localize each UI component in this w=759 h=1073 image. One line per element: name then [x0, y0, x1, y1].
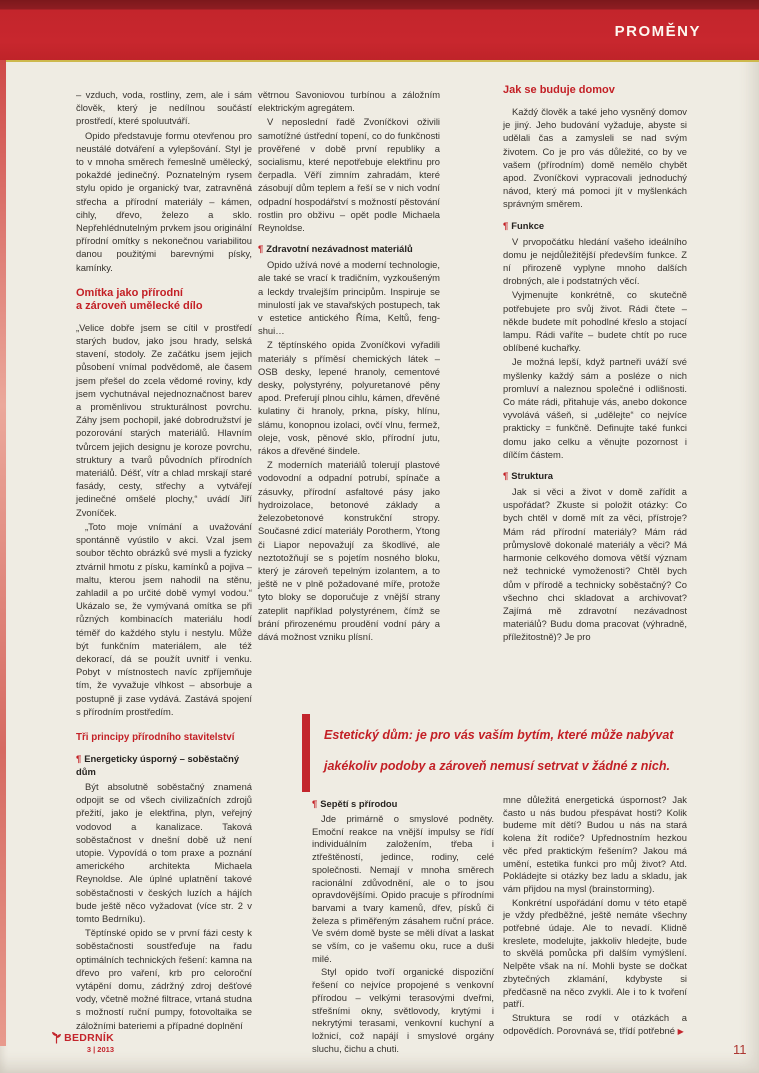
paragraph: Opido představuje formu otevřenou pro neustálé dotváření a vylepšování. Styl je to v mnoha směrech řemeslně umělecký, pokaždé jedinečný. Poznatelným rysem stylu opido je organický tvar, zatravněná střecha a přírodní materiály – kámen, cihly, dřevo, železo a sklo. Nepřehlédnutelným prvkem jsou originální přírodní omítky s nekonečnou variabilitou danou použitými barevnými písky, kamínky. — [76, 129, 252, 273]
pilcrow-icon: ¶ — [258, 244, 264, 256]
heading-omitka — [76, 287, 252, 313]
magazine-issue: 3 | 2013 — [86, 1045, 114, 1054]
paragraph: V neposlední řadě Zvoníčkovi oživili samotížné ústřední topení, co do funkčnosti prověřené v době první republiky a socialismu, které nepotřebuje elektřinu pro čerpadla. Věří zimním zahradám, které zásobují dům teplem a řeší se v nich vodní odpadní hospodářství s možností pěstování rostlin pro obživu – opět podle Michaela Reynoldse. — [258, 116, 440, 234]
heading-line: a zároveň umělecké dílo — [76, 299, 203, 312]
pull-quote — [302, 714, 714, 794]
paragraph — [503, 1012, 687, 1038]
heading-tri-principy: Tři principy přírodního stavitelství — [76, 731, 235, 743]
paragraph: Jde primárně o smyslové podněty. Emoční reakce na vnější impulsy se řídí individuálním založením, třeba i ztřeštěností, jedince, rodiny, celé společnosti. Nemají v mnoha směrech racionální zdůvodnění, ale o to jsou opravdovějšími. Opido pracuje s přírodními barvami a tvary kamenů, dřev, písků či železa s přiměřeným zásahem ruční práce. Ve svém domě byste se měli dívat a laskat se vším, co je vašemu oku, ruce a duši milé. — [312, 813, 494, 964]
magazine-name: BEDRNÍK — [64, 1031, 114, 1044]
quote-line: jakékoliv podoby a zároveň nemusí setrvat v žádné z nich. — [324, 759, 670, 773]
paragraph: Vyjmenujte konkrétně, co skutečně potřebujete pro svůj život. Rádi čtete – někde budete mít pohodlné křeslo a stojací lampu. Rádi vaříte – budete chtít po ruce oblíbené kuchařky. — [503, 289, 687, 354]
paragraph: V prvopočátku hledání vašeho ideálního domu je nejdůležitější především funkce. Z ní přirozeně vyplyne mnoho dalších drobných, ale i podstatných věcí. — [503, 235, 687, 287]
paragraph: Opido užívá nové a moderní technologie, ale také se vrací k tradičním, vyzkoušeným a leckdy trvalejším principům. Inspiruje se minulostí jak ve stavařských postupech, tak v estetice antického Říma, Keltů, feng-shui… — [258, 259, 440, 337]
paragraph: Těptínské opido se v první fázi cesty k soběstačnosti soustřeďuje na řadu optimálních technických řešení: kamna na dřevo pro vaření, krb pro celoroční vytápění domu, zádržný zdroj dešťové vody, včetně možné filtrace, vrtaná studna s možností ruční pumpy, fotovoltaika se záložními bateriemi a případné doplnění — [76, 927, 252, 1031]
heading-line: Omítka jako přírodní — [76, 286, 183, 299]
paragraph-text: Struktura se rodí v otázkách a odpovědích. Porovnává se, třídí potřebné — [503, 1011, 687, 1036]
pilcrow-icon: ¶ — [312, 799, 318, 810]
subheading-label: Struktura — [511, 470, 553, 482]
pull-quote-text — [324, 720, 712, 782]
magazine-logo — [28, 1031, 114, 1054]
section-label: PROMĚNY — [614, 23, 701, 40]
magazine-logo-row — [28, 1031, 114, 1044]
bedrnik-leaf-icon — [51, 1031, 62, 1044]
subheading-label: Zdravotní nezávadnost materiálů — [266, 243, 413, 255]
paragraph: Styl opido tvoří organické dispoziční řešení co nejvíce propojené s venkovní přírodou – velkými terasovými dveřmi, střešními okny, světlovody, krytými i nekrytými terasami, venkovní kuchyní a ložnicí, což napájí i smyslové orgány sluchu, čichu a chuti. — [312, 966, 494, 1054]
subheading-sepeti — [312, 798, 494, 811]
continuation-arrow-icon: ▶ — [677, 1026, 684, 1036]
paragraph: Každý člověk a také jeho vysněný domov je jiný. Jeho budování vyžaduje, abyste si udělali čas a zamysleli se nad svým životem. Co je pro vás důležité, co by ve vašem (přírodním) domě nemělo chybět apod. Zvoníčkovi vypracovali jednoduchý návod, který má pomoci jít v myšlenkách správným směrem. — [503, 106, 687, 210]
column-3-lower — [503, 794, 687, 1039]
pilcrow-icon: ¶ — [76, 753, 82, 765]
subheading-funkce — [503, 220, 687, 233]
page-number: 11 — [733, 1042, 747, 1057]
heading-jak-se-buduje: Jak se buduje domov — [503, 84, 615, 96]
paragraph: „Toto moje vnímání a uvažování spontánně vyústilo v akci. Vzal jsem soubor těchto obrázků své mysli a fyzicky ztvárnil hmotu z písku, kamínků a pojiva – maltu, kterou jsem nahodil na stěnu, zahladil a po určité době vymyl vodou.“ Ukázalo se, že vymývaná omítka se při různých kombinacích materiálu hodí téměř do každého stylu i nestylu. Může být funkčním materiálem, ale též dekorací, dá se použít uvnitř i venku. Pobyt v místnostech navíc zpříjemňuje tím, že vyvažuje vlhkost – absorbuje a postupně ji zase vydává. Zastává spojení s přírodním prostředím. — [76, 520, 252, 717]
subheading-zdravotni — [258, 243, 440, 256]
column-3 — [503, 84, 687, 645]
subheading-energeticky — [76, 753, 252, 778]
pilcrow-icon: ¶ — [503, 471, 509, 483]
scan-left-edge — [0, 60, 6, 1046]
paragraph: – vzduch, voda, rostliny, zem, ale i sám člověk, který je nedílnou součástí prostředí, které spoluutváří. — [76, 89, 252, 127]
paragraph: mne důležitá energetická úspornost? Jak často u nás budou přespávat hosti? Kolik budeme mít dětí? Budou u nás na stará kolena žít rodiče? Upřednostním hezkou věc před praktickým řešením? Jakou má umění, estetika funkci pro můj život? Atd. Pokládejte si otázky bez ladu a skladu, jak vám přijdou na mysl (brainstorming). — [503, 794, 687, 894]
paragraph: větrnou Savoniovou turbínou a záložním elektrickým agregátem. — [258, 89, 440, 114]
subheading-label: Funkce — [511, 219, 545, 231]
column-1 — [76, 88, 252, 1033]
paragraph: Konkrétní uspořádání domu v této etapě je vždy předběžné, ještě nemáte všechny potřebné údaje. Ale to nevadí. Klidně kreslete, modelujte, jakkoliv hledejte, bude to skvělá pomůcka při dalším vymýšlení. Nelpěte však na ní. Mohli byste se dočkat zbytečných zklamání, kdybyste si předčasně na něco zvykli. Ale i to k tvoření patří. — [503, 896, 687, 1010]
column-2-lower — [312, 798, 494, 1056]
quote-accent-bar — [302, 714, 310, 792]
column-2 — [258, 88, 440, 644]
subheading-label: Sepětí s přírodou — [320, 798, 398, 809]
paragraph: „Velice dobře jsem se cítil v prostředí starých budov, jako jsou hrady, selská stavení, stodoly. Ze začátku jsem jejich působení vnímal podvědomě, ale časem jsem přešel do zcela vědomé roviny, kdy jsem vychutnával nejednoznačnost barev a proměnlivou strukturálnost povrchu. Záhy jsem pochopil, jaké dobrodružství je pozorování starých materiálů. Hlavním tvůrcem jejich designu je koroze povrchu, struktury a tvarů původních přírodních materiálů. Déšť, vítr a chlad mrskají staré fasády, cesty, střechy a vytvářejí jedinečné omšelé plochy,“ uvádí Jiří Zvoníček. — [76, 321, 252, 518]
paragraph: Z moderních materiálů tolerují plastové vodovodní a odpadní potrubí, spínače a zásuvky, přírodní asfaltové pásy jako hydroizolace, betonové základy a železobetonové konstrukční stropy. Současné zdicí materiály Porotherm, Ytong či Liapor nepovažují za škodlivé, ale neztotožňují se s pojetím nosného bloku, který je zároveň tepelným izolantem, a to ještě ne v plně požadované míře, protože tyto bloky se doporučuje z vnější strany zateplit například polystyrénem, čímž se brání přirozenému proudění vodní páry a dává možnost vzniku plísní. — [258, 459, 440, 642]
page-header — [0, 0, 759, 62]
paragraph: Jak si věci a život v domě zařídit a uspořádat? Zkuste si položit otázky: Co bych chtěl v domě mít za věci, přístroje? Mám rád přírodní materiály? Mám rád průmyslově dokonalé materiály a věci? Má harmonie celkového domova větší význam než technické vymoženosti? Chtěl bych dům v přírodě a technicky soběstačný? Co všechno chci skladovat a archivovat? Zajímá mě zdravotní nezávadnost materiálů? Budu doma pracovat (výhradně, příležitostně)? Je pro — [503, 486, 687, 643]
paragraph: Je možná lepší, když partneři uváží své myšlenky každý sám a posléze o nich promluví a naleznou společné i odlišnosti. Co máte rádi, přitahuje vás, anebo dokonce vyvolává vášeň, si „udělejte“ co nejvíce prakticky = funkčně. Definujte také funkci domu jako celku a věnujte pozornost i dílčím částem. — [503, 356, 687, 460]
quote-line: Estetický dům: je pro vás vaším bytím, které může nabývat — [324, 728, 674, 742]
pilcrow-icon: ¶ — [503, 220, 509, 232]
subheading-struktura — [503, 470, 687, 483]
subheading-label: Energeticky úsporný – soběstačný dům — [76, 752, 240, 777]
paragraph: Být absolutně soběstačný znamená odpojit se od všech civilizačních zdrojů přežití, jako je elektřina, plyn, veřejný vodovod a kanalizace. Taková soběstačnost v dnešní době už není utopie. Vypovídá o tom praxe a poznání amerického architekta Michaela Reynoldse. Ale úplné uplatnění takové soběstačnosti v českých luzích a hájích bude ještě něco vyžadovat (více str. 2 v tomto Bedrníku). — [76, 780, 252, 924]
paragraph: Z těptínského opida Zvoníčkovi vyřadili materiály s příměsí chemických látek – OSB desky, lepené hranoly, cementové desky, polystyrény, polyuretanové pěny apod. Preferují plnou cihlu, kámen, dřevěné kulatiny či hranoly, prkna, písky, hlínu, slámu, konopnou izolaci, ovčí vlnu, fermež, oleje, vosk, pěnové sklo, přírodní jutu, rákos a dřevěné šindele. — [258, 339, 440, 457]
